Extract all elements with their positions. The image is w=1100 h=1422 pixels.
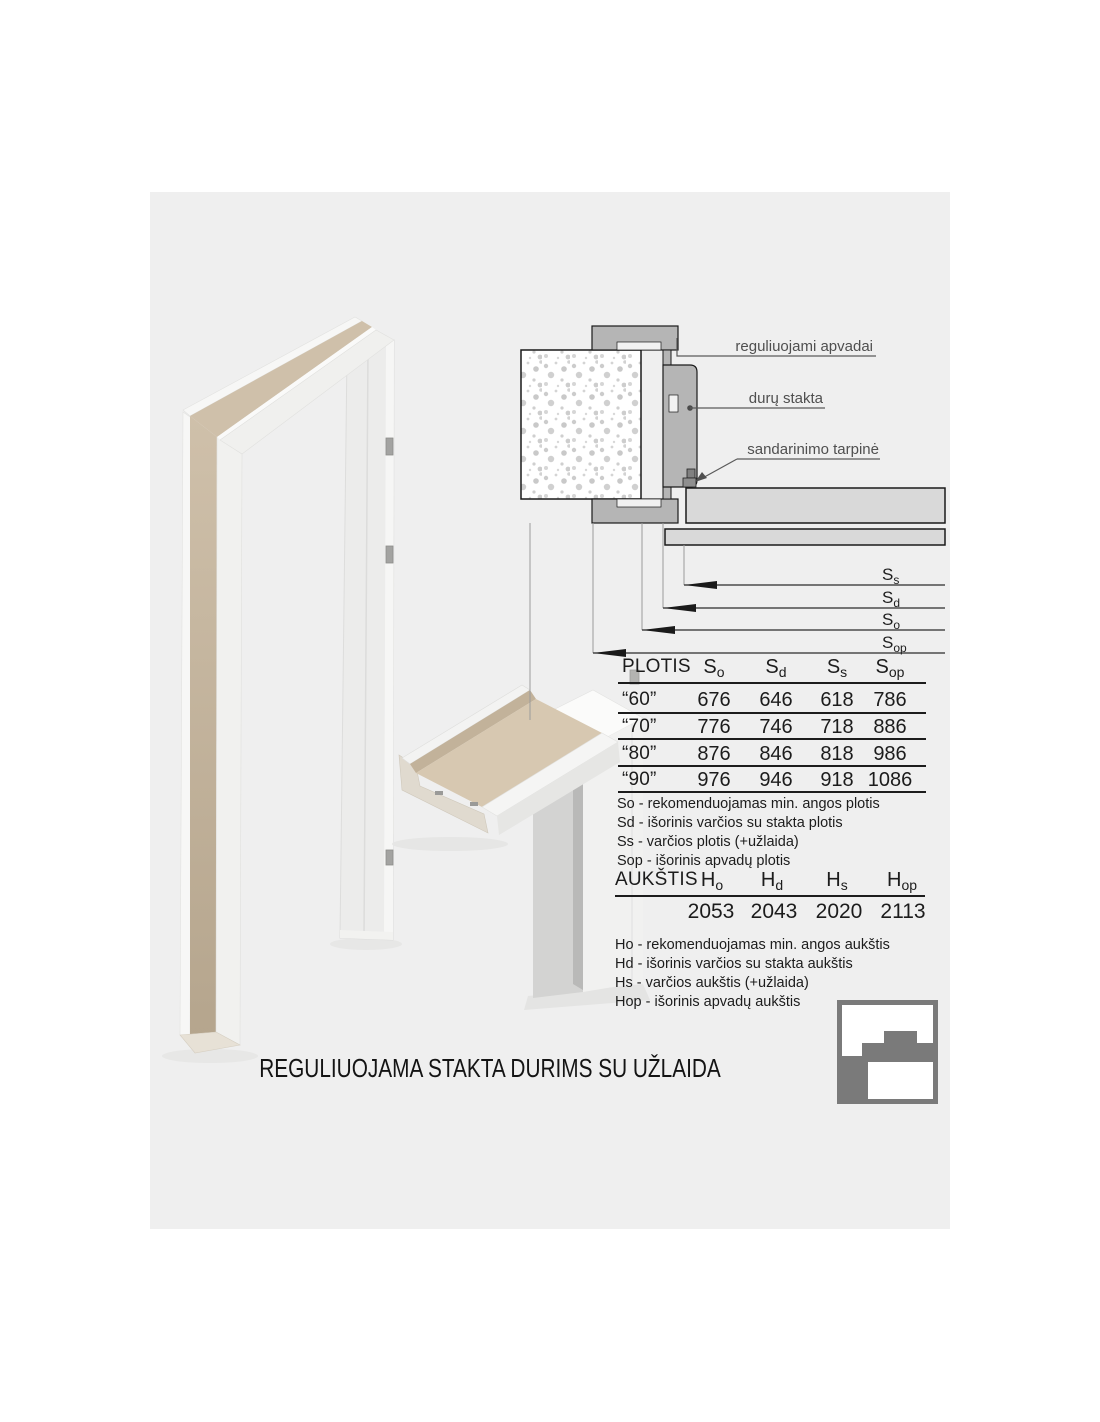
dim-label-ss: $S_s$: [882, 565, 900, 587]
table-line: [618, 682, 926, 684]
hinge-recess: [386, 850, 393, 865]
frame-profile-corner-render: [392, 670, 650, 1010]
table-line: [618, 791, 926, 793]
dimension-labels: [882, 565, 907, 655]
cell: 776: [697, 716, 731, 738]
legend-line: Sop - išorinis apvadų plotis: [617, 853, 791, 869]
cell: 1086: [867, 769, 913, 791]
hinge-recess: [386, 438, 393, 455]
row-label: “60”: [622, 689, 657, 710]
tarpine-label: sandarinimo tarpinė: [747, 441, 879, 458]
cell: 2053: [687, 900, 735, 923]
hinge-recess: [386, 546, 393, 563]
legend-line: So - rekomenduojamas min. angos plotis: [617, 796, 880, 812]
legend-line: Ss - varčios plotis (+užlaida): [617, 834, 799, 850]
door-leaf: [686, 488, 945, 523]
cell: 746: [759, 716, 793, 738]
col-header-hs: $H_s$: [826, 869, 848, 893]
cell: 986: [873, 743, 907, 765]
cell: 718: [820, 716, 854, 738]
legend-line: Sd - išorinis varčios su stakta plotis: [617, 815, 843, 831]
cell: 818: [820, 743, 854, 765]
casing-top-notch: [617, 342, 661, 350]
col-header-so: $S_o$: [703, 656, 725, 680]
legend-line: Hs - varčios aukštis (+užlaida): [615, 975, 809, 991]
cell: 786: [873, 689, 907, 711]
cell: 2113: [880, 900, 926, 923]
frame-section-pictogram: [837, 1000, 938, 1104]
aukstis-values-row: [615, 900, 927, 924]
col-header-sop: $S_{op}$: [875, 656, 905, 680]
plotis-title: PLOTIS: [622, 656, 691, 677]
row-label: “90”: [622, 769, 657, 790]
row-label: “80”: [622, 743, 657, 764]
callout-labels: [677, 338, 880, 482]
legend-line: Ho - rekomenduojamas min. angos aukštis: [615, 937, 890, 953]
apvadai-label: reguliuojami apvadai: [735, 338, 873, 355]
table-row: [618, 714, 927, 740]
table-row: [618, 687, 927, 713]
gasket: [687, 469, 695, 478]
legend-line: Hd - išorinis varčios su stakta aukštis: [615, 956, 853, 972]
dim-label-sop: $S_{op}$: [882, 633, 907, 655]
col-header-hop: $H_{op}$: [886, 869, 918, 893]
door-frame-3d-render: [162, 317, 402, 1063]
cell: 676: [697, 689, 731, 711]
cell: 946: [759, 769, 793, 791]
legend-line: Hop - išorinis apvadų aukštis: [615, 994, 801, 1010]
aukstis-header-row: [615, 868, 927, 892]
wall-section: [521, 350, 641, 499]
cell: 876: [697, 743, 731, 765]
table-row: [618, 767, 927, 793]
stakta-label: durų stakta: [748, 390, 823, 407]
dim-label-so: $S_o$: [882, 610, 901, 632]
cell: 846: [759, 743, 793, 765]
col-header-hd: $H_d$: [760, 869, 784, 893]
frame-left-jamb-core: [190, 416, 217, 1040]
frame-section-icon: [837, 1000, 938, 1104]
channel-hardware: [470, 802, 478, 806]
col-header-sd: $S_d$: [765, 656, 787, 680]
cell: 646: [759, 689, 793, 711]
casing-bottom-notch: [617, 499, 661, 507]
dim-label-sd: $S_d$: [882, 588, 901, 610]
col-header-ss: $S_s$: [826, 656, 848, 680]
gasket: [683, 478, 696, 487]
cell: 2043: [750, 900, 798, 923]
cell: 918: [820, 769, 854, 791]
col-header-ho: $H_o$: [700, 869, 724, 893]
plotis-legend: [617, 795, 880, 871]
table-line: [618, 738, 926, 740]
frame-left-jamb-inner: [216, 437, 242, 1045]
cell: 976: [697, 769, 731, 791]
row-label: “70”: [622, 716, 657, 737]
cell: 2020: [815, 900, 863, 923]
channel-hardware: [435, 791, 443, 795]
table-line: [615, 895, 925, 897]
cell: 886: [873, 716, 907, 738]
plotis-header-row: [618, 654, 927, 680]
content-panel: [150, 192, 950, 1229]
channel-shadow: [392, 837, 508, 851]
door-leaf-rebate-lip: [665, 529, 945, 545]
table-row: [618, 741, 927, 767]
page-title: REGULIUOJAMA STAKTA DURIMS SU UŽLAIDA: [259, 1053, 721, 1083]
cell: 618: [820, 689, 854, 711]
aukstis-title: AUKŠTIS: [615, 869, 698, 890]
stakta-slot: [669, 395, 678, 412]
